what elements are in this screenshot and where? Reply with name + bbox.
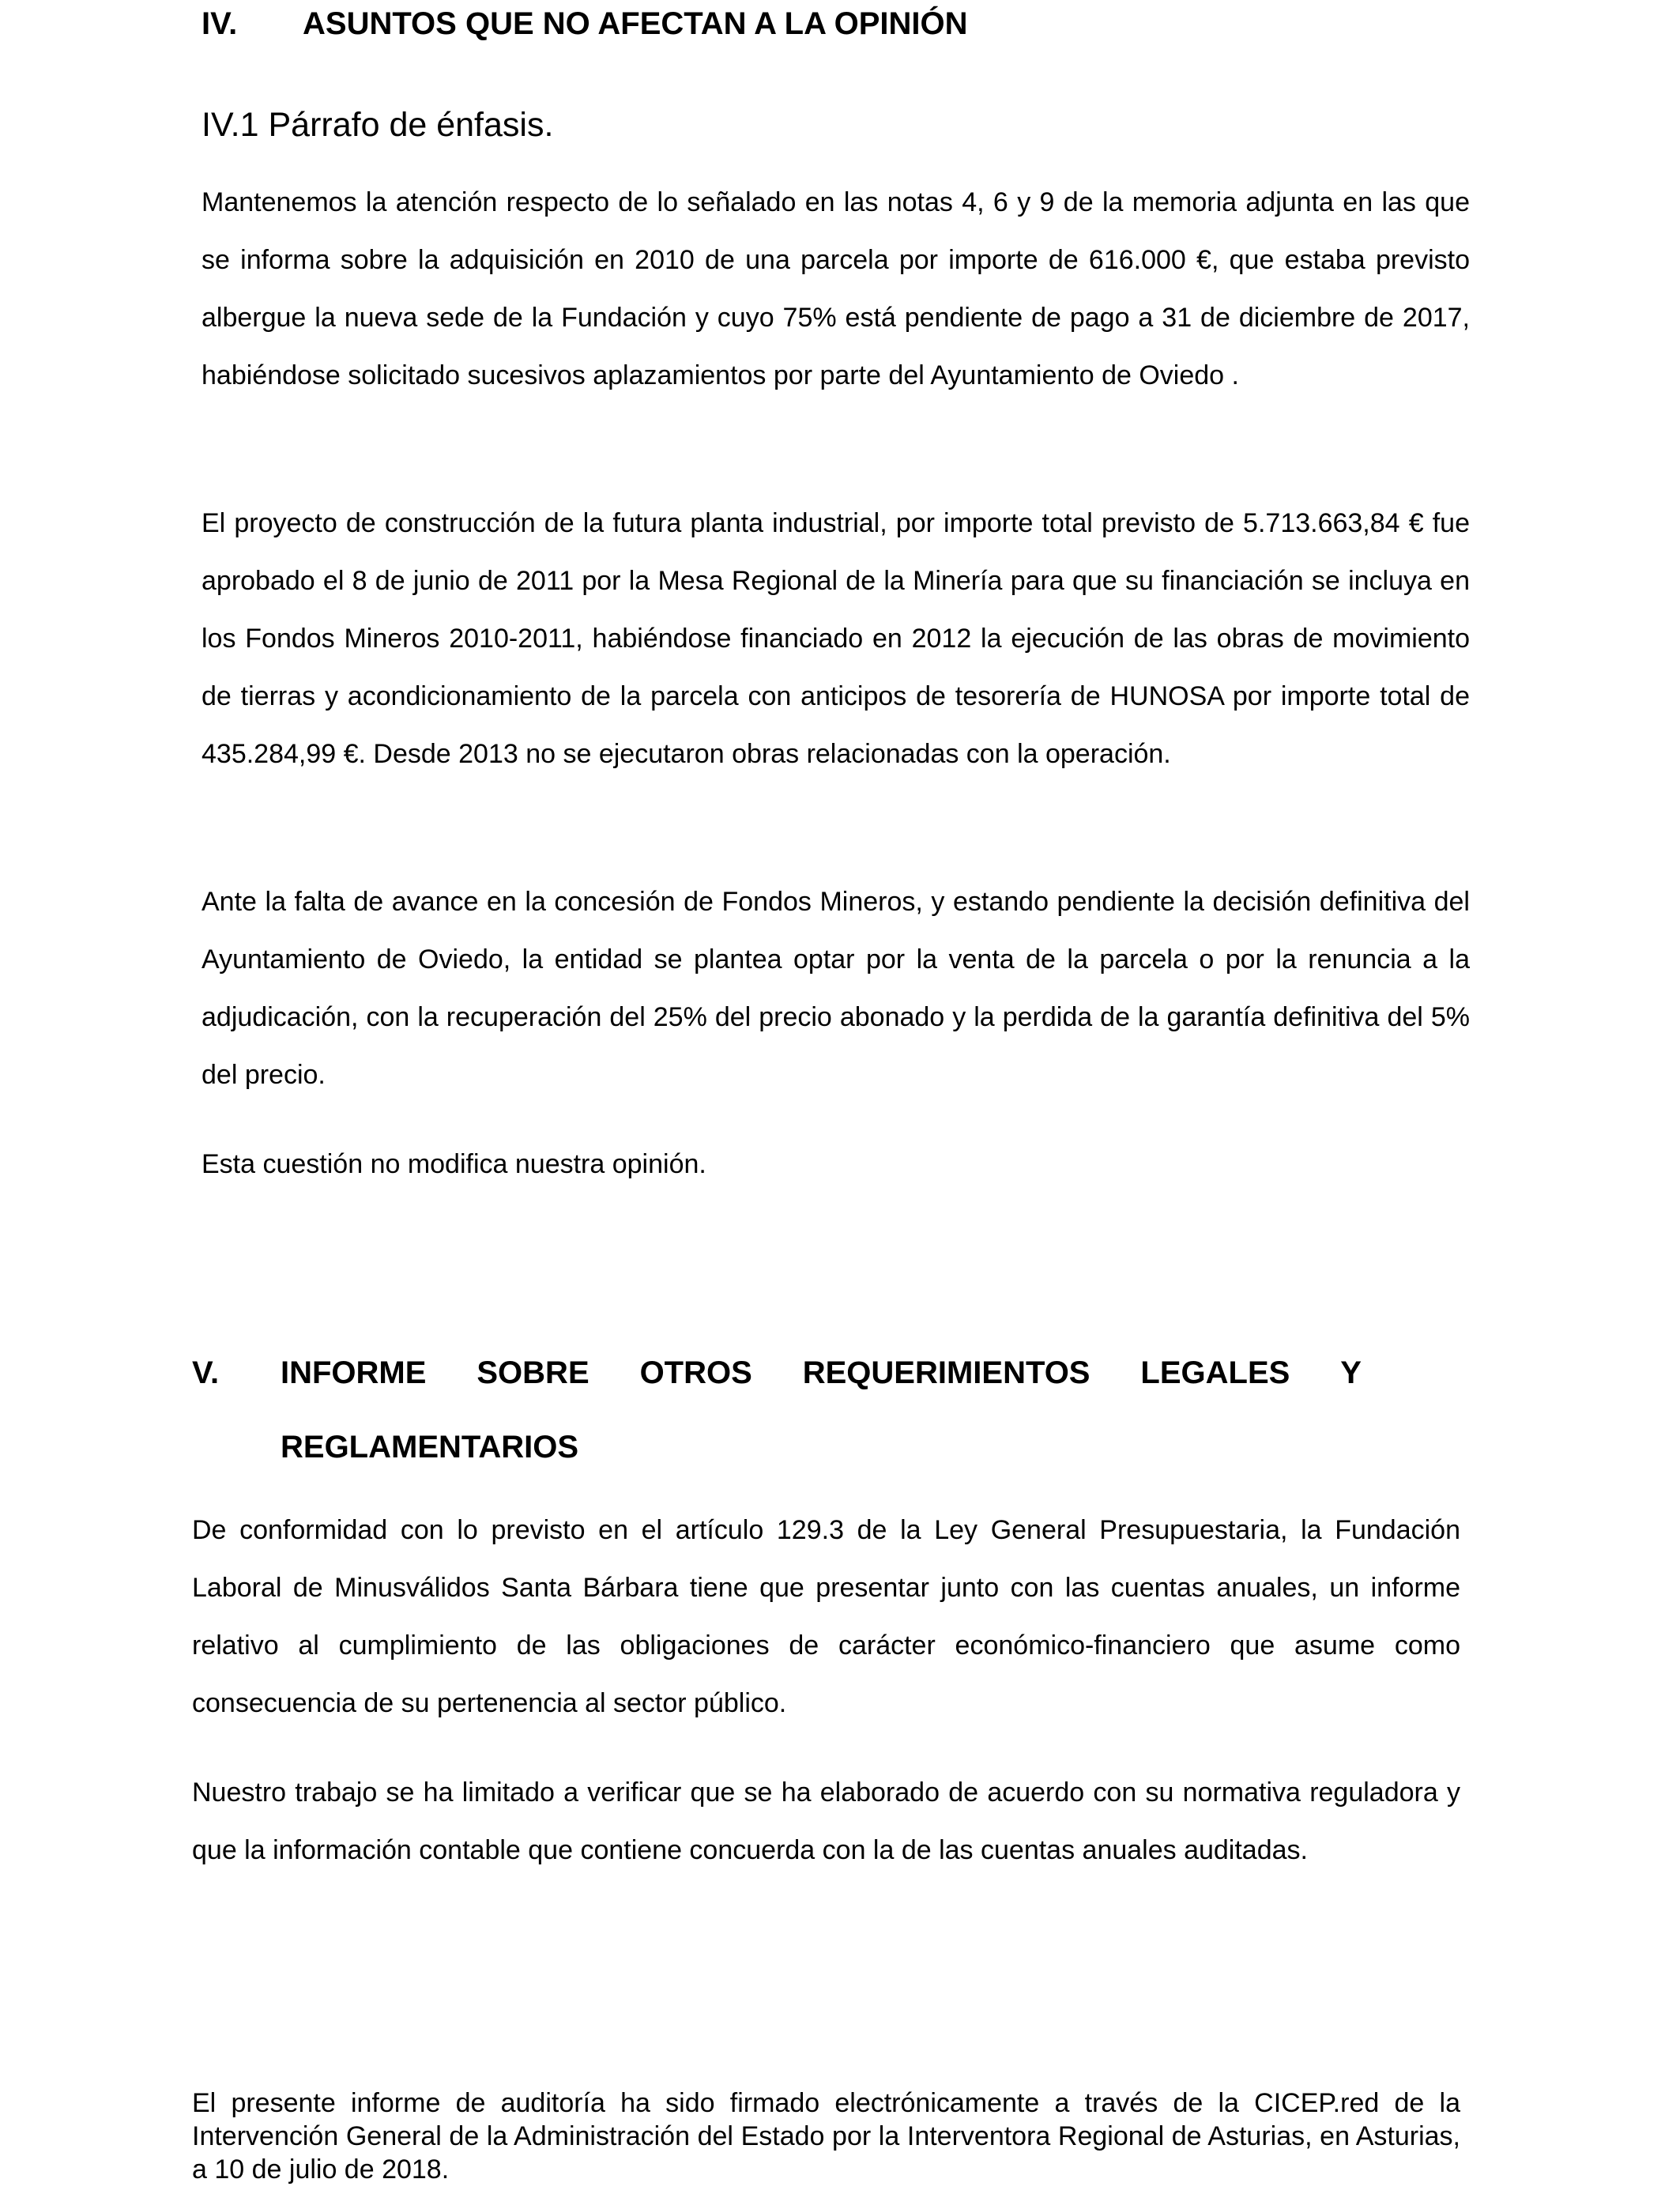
section-v-word: INFORME <box>281 1355 427 1390</box>
section-v-heading <box>192 1336 1362 1484</box>
section-v-title-line1 <box>192 1336 1362 1410</box>
section-iv1-subheading: IV.1 Párrafo de énfasis. <box>202 106 554 144</box>
emphasis-paragraph-2: El proyecto de construcción de la futura planta industrial, por importe total previsto de 5.713.663,84 € fue aprobado el 8 de junio de 2011 por la Mesa Regional de la Minería para que su financiación se incluya en los Fondos Mineros 2010-2011, habiéndose financiado en 2012 la ejecución de las obras de movimiento de tierras y acondicionamiento de la parcela con anticipos de tesorería de HUNOSA por importe total de 435.284,99 €. Desde 2013 no se ejecutaron obras relacionadas con la operación. <box>202 508 1470 769</box>
section-iv-number: IV. <box>202 6 238 41</box>
signature-footer: El presente informe de auditoría ha sido firmado electrónicamente a través de la CICEP.red de la Intervención General de la Administración del Estado por la Interventora Regional de Asturias, en Asturias, a 10 de julio de 2018. <box>192 2088 1460 2185</box>
section-iv-heading <box>202 5 968 43</box>
section-v-number: V. <box>192 1355 220 1390</box>
emphasis-paragraph-3: Ante la falta de avance en la concesión de Fondos Mineros, y estando pendiente la decisión definitiva del Ayuntamiento de Oviedo, la entidad se plantea optar por la venta de la parcela o por la renuncia a la adjudicación, con la recuperación del 25% del precio abonado y la perdida de la garantía definitiva del 5% del precio. <box>202 887 1470 1090</box>
section-iv-title: ASUNTOS QUE NO AFECTAN A LA OPINIÓN <box>303 6 968 41</box>
section-v-title-line2: REGLAMENTARIOS <box>281 1430 579 1465</box>
section-v-word: OTROS <box>639 1355 752 1390</box>
section-v-word: Y <box>1340 1355 1362 1390</box>
legal-paragraph-1: De conformidad con lo previsto en el artículo 129.3 de la Ley General Presupuestaria, la Fundación Laboral de Minusválidos Santa Bárbara tiene que presentar junto con las cuentas anuales, un informe relativo al cumplimiento de las obligaciones de carácter económico-financiero que asume como consecuencia de su pertenencia al sector público. <box>192 1515 1460 1718</box>
section-v-word: LEGALES <box>1140 1355 1290 1390</box>
emphasis-paragraph-1: Mantenemos la atención respecto de lo señalado en las notas 4, 6 y 9 de la memoria adjunta en las que se informa sobre la adquisición en 2010 de una parcela por importe de 616.000 €, que estaba previsto albergue la nueva sede de la Fundación y cuyo 75% está pendiente de pago a 31 de diciembre de 2017, habiéndose solicitado sucesivos aplazamientos por parte del Ayuntamiento de Oviedo . <box>202 187 1470 390</box>
emphasis-conclusion: Esta cuestión no modifica nuestra opinión. <box>202 1149 706 1179</box>
section-v-word: SOBRE <box>477 1355 590 1390</box>
legal-paragraph-2: Nuestro trabajo se ha limitado a verificar que se ha elaborado de acuerdo con su normativa reguladora y que la información contable que contiene concuerda con la de las cuentas anuales auditadas. <box>192 1777 1460 1865</box>
section-v-word: REQUERIMIENTOS <box>802 1355 1090 1390</box>
